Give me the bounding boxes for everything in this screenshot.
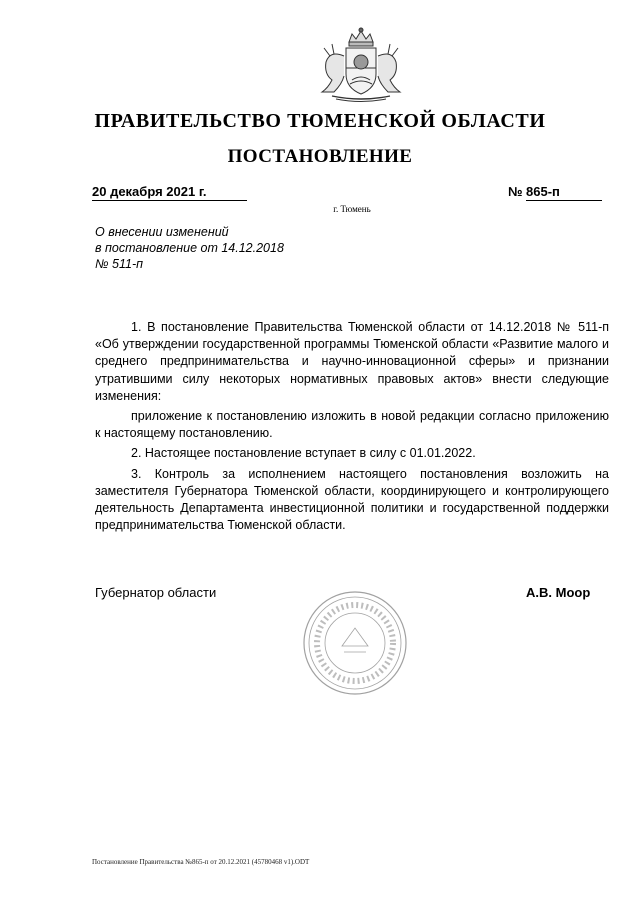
document-subject [95, 224, 355, 272]
number-sign: № [508, 184, 523, 199]
subject-line: № 511-п [95, 257, 143, 271]
subject-line: в постановление от 14.12.2018 [95, 241, 284, 255]
body-paragraph: 3. Контроль за исполнением настоящего постановления возложить на заместителя Губернатора Тюменской области, координирующего и контролирующего деятельность Департамента инвестиционной политики и государственной поддержки предпринимательства Тюменской области. [95, 466, 609, 533]
official-seal-icon [302, 590, 408, 696]
body-paragraph: 2. Настоящее постановление вступает в силу с 01.01.2022. [131, 446, 476, 461]
coat-of-arms-icon [316, 26, 406, 104]
document-type: ПОСТАНОВЛЕНИЕ [227, 146, 413, 167]
body-paragraph: приложение к постановлению изложить в новой редакции согласно приложению к настоящему постановлению. [95, 409, 609, 441]
document-body [95, 319, 609, 537]
document-number-field [508, 184, 604, 201]
signatory-title: Губернатор области [95, 585, 217, 600]
government-title: ПРАВИТЕЛЬСТВО ТЮМЕНСКОЙ ОБЛАСТИ [94, 110, 546, 132]
signatory-name: А.В. Моор [526, 585, 591, 600]
city-label: г. Тюмень [333, 204, 371, 214]
document-date: 20 декабря 2021 г. [92, 184, 247, 201]
subject-line: О внесении изменений [95, 225, 229, 239]
document-footer: Постановление Правительства №865-п от 20.12.2021 (45780468 v1).ODT [92, 858, 310, 866]
document-number: 865-п [526, 184, 602, 201]
body-paragraph: 1. В постановление Правительства Тюменской области от 14.12.2018 № 511-п «Об утверждении государственной программы Тюменской области «Развитие малого и среднего предпринимательства и научно-инновационной сферы» и признании утратившими силу некоторых нормативных правовых актов» внести следующие изменения: [95, 320, 609, 403]
